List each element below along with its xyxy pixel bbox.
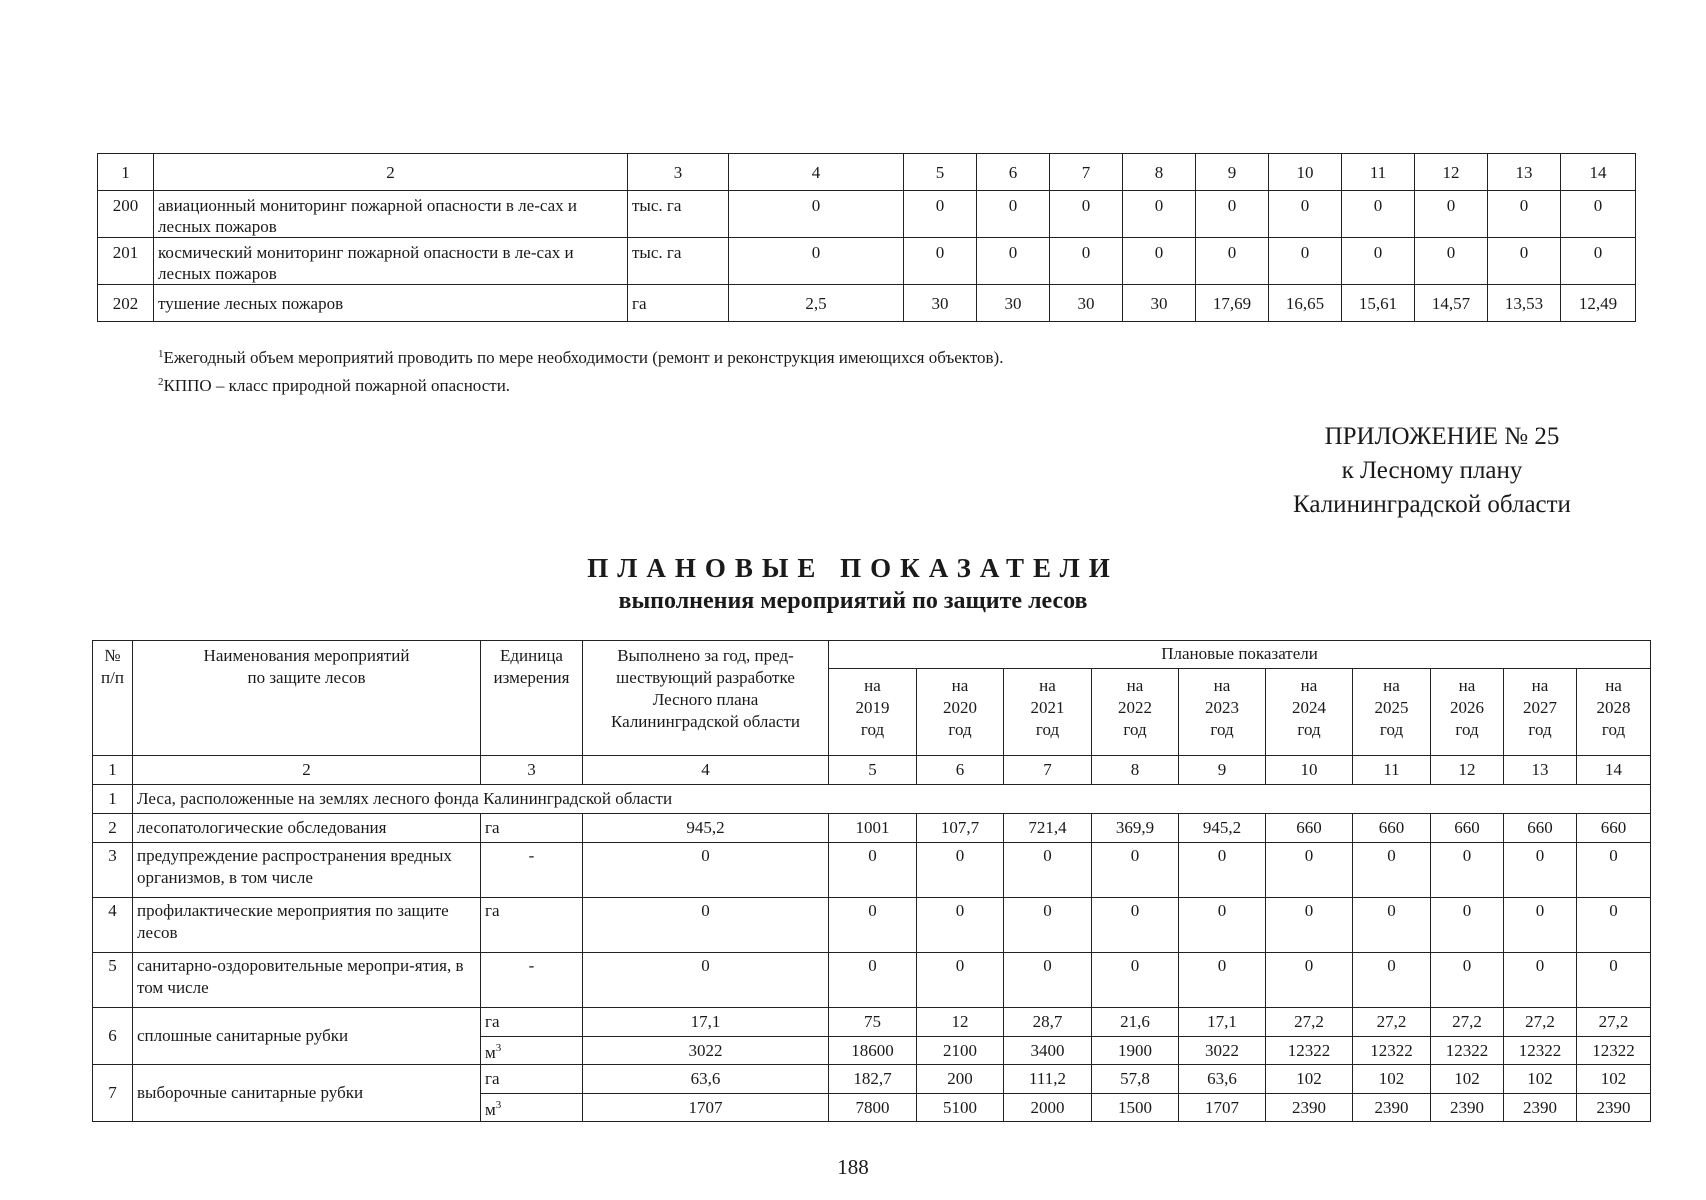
value-cell: 0 — [1269, 238, 1342, 285]
year-header: на 2019 год — [829, 669, 917, 756]
column-number: 6 — [917, 756, 1004, 785]
value-cell: 0 — [829, 953, 917, 1008]
row-number: 5 — [93, 953, 133, 1008]
section-row — [93, 785, 1651, 814]
value-cell: 2100 — [917, 1037, 1004, 1065]
value-cell: 75 — [829, 1008, 917, 1037]
value-cell: 0 — [1342, 238, 1415, 285]
value-cell: 0 — [1504, 898, 1577, 953]
value-cell: 30 — [904, 285, 977, 322]
activity-name: профилактические мероприятия по защите лесов — [133, 898, 481, 953]
year-header: на 2021 год — [1004, 669, 1092, 756]
column-number: 9 — [1196, 154, 1269, 191]
unit: га — [481, 1008, 583, 1037]
column-number: 1 — [98, 154, 154, 191]
value-cell: 0 — [1004, 898, 1092, 953]
activity-name: санитарно-оздоровительные меропри-ятия, в том числе — [133, 953, 481, 1008]
value-cell: 0 — [904, 191, 977, 238]
value-cell: 0 — [729, 238, 904, 285]
value-cell: 0 — [977, 191, 1050, 238]
header-unit: Единица измерения — [481, 641, 583, 756]
column-number: 3 — [481, 756, 583, 785]
value-cell: 13,53 — [1488, 285, 1561, 322]
activity-name: сплошные санитарные рубки — [133, 1008, 481, 1065]
value-cell: 660 — [1353, 814, 1431, 843]
year-header: на 2020 год — [917, 669, 1004, 756]
done-value: 0 — [583, 843, 829, 898]
value-cell: 107,7 — [917, 814, 1004, 843]
header-no: № п/п — [93, 641, 133, 756]
table-row — [93, 1065, 1651, 1094]
value-cell: 0 — [1353, 898, 1431, 953]
unit: га — [481, 1065, 583, 1094]
table-row — [93, 843, 1651, 898]
unit-superscript: 3 — [495, 1042, 502, 1054]
value-cell: 0 — [1266, 898, 1353, 953]
value-cell: 200 — [917, 1065, 1004, 1094]
done-value: 3022 — [583, 1037, 829, 1065]
unit: - — [481, 953, 583, 1008]
value-cell: 0 — [1577, 843, 1651, 898]
value-cell: 102 — [1431, 1065, 1504, 1094]
top-header-row — [98, 154, 1636, 191]
activity-name: космический мониторинг пожарной опасности в ле-сах и лесных пожаров — [154, 238, 628, 285]
column-number: 2 — [154, 154, 628, 191]
unit: $м^3$ — [481, 1094, 583, 1122]
value-cell: 2390 — [1266, 1094, 1353, 1122]
value-cell: 12,49 — [1561, 285, 1636, 322]
value-cell: 21,6 — [1092, 1008, 1179, 1037]
header-name: Наименования мероприятий по защите лесов — [133, 641, 481, 756]
value-cell: 0 — [1050, 191, 1123, 238]
activity-name: предупреждение распространения вредных организмов, в том числе — [133, 843, 481, 898]
column-number: 14 — [1561, 154, 1636, 191]
row-number: 201 — [98, 238, 154, 285]
row-number: 4 — [93, 898, 133, 953]
column-number: 13 — [1504, 756, 1577, 785]
appendix-line3: Калининградской области — [1293, 491, 1571, 518]
column-number: 5 — [904, 154, 977, 191]
title-sub: выполнения мероприятий по защите лесов — [618, 588, 1088, 614]
value-cell: 3400 — [1004, 1037, 1092, 1065]
column-number: 13 — [1488, 154, 1561, 191]
value-cell: 28,7 — [1004, 1008, 1092, 1037]
value-cell: 102 — [1266, 1065, 1353, 1094]
row-number: 202 — [98, 285, 154, 322]
value-cell: 0 — [904, 238, 977, 285]
value-cell: 12322 — [1431, 1037, 1504, 1065]
year-header: на 2024 год — [1266, 669, 1353, 756]
column-number: 12 — [1415, 154, 1488, 191]
value-cell: 0 — [1342, 191, 1415, 238]
activity-name: лесопатологические обследования — [133, 814, 481, 843]
header-row-1 — [93, 641, 1651, 669]
row-number: 6 — [93, 1008, 133, 1065]
column-number: 3 — [628, 154, 729, 191]
done-value: 0 — [583, 953, 829, 1008]
row-number: 7 — [93, 1065, 133, 1122]
column-number: 14 — [1577, 756, 1651, 785]
table-row — [93, 898, 1651, 953]
value-cell: 0 — [1431, 843, 1504, 898]
unit: - — [481, 843, 583, 898]
main-table — [92, 640, 1651, 1122]
value-cell: 0 — [1577, 953, 1651, 1008]
value-cell: 0 — [1092, 843, 1179, 898]
year-header: на 2027 год — [1504, 669, 1577, 756]
value-cell: 15,61 — [1342, 285, 1415, 322]
column-number: 12 — [1431, 756, 1504, 785]
value-cell: 2,5 — [729, 285, 904, 322]
unit: га — [481, 898, 583, 953]
column-number: 10 — [1269, 154, 1342, 191]
value-cell: 1707 — [1179, 1094, 1266, 1122]
appendix-line2: к Лесному плану — [1341, 457, 1523, 484]
value-cell: 5100 — [917, 1094, 1004, 1122]
value-cell: 30 — [1050, 285, 1123, 322]
value-cell: 0 — [917, 953, 1004, 1008]
year-header: на 2025 год — [1353, 669, 1431, 756]
value-cell: 0 — [1092, 898, 1179, 953]
done-value: 17,1 — [583, 1008, 829, 1037]
unit: га — [481, 814, 583, 843]
column-number: 7 — [1004, 756, 1092, 785]
header-plan: Плановые показатели — [829, 641, 1651, 669]
value-cell: 721,4 — [1004, 814, 1092, 843]
value-cell: 0 — [917, 898, 1004, 953]
value-cell: 12322 — [1353, 1037, 1431, 1065]
value-cell: 369,9 — [1092, 814, 1179, 843]
value-cell: 0 — [829, 898, 917, 953]
activity-name: авиационный мониторинг пожарной опасности в ле-сах и лесных пожаров — [154, 191, 628, 238]
activity-name: выборочные санитарные рубки — [133, 1065, 481, 1122]
value-cell: 660 — [1504, 814, 1577, 843]
top-table — [97, 153, 1636, 322]
column-number: 4 — [583, 756, 829, 785]
value-cell: 27,2 — [1504, 1008, 1577, 1037]
column-number: 11 — [1342, 154, 1415, 191]
value-cell: 0 — [1123, 238, 1196, 285]
table-row — [98, 191, 1636, 238]
year-header: на 2023 год — [1179, 669, 1266, 756]
value-cell: 0 — [1179, 953, 1266, 1008]
unit-superscript: 3 — [495, 1099, 502, 1111]
column-number: 8 — [1123, 154, 1196, 191]
value-cell: 0 — [1431, 898, 1504, 953]
table-row — [98, 285, 1636, 322]
value-cell: 2390 — [1431, 1094, 1504, 1122]
value-cell: 0 — [1050, 238, 1123, 285]
value-cell: 0 — [1415, 238, 1488, 285]
value-cell: 0 — [1577, 898, 1651, 953]
value-cell: 30 — [1123, 285, 1196, 322]
value-cell: 0 — [1488, 238, 1561, 285]
value-cell: 17,1 — [1179, 1008, 1266, 1037]
value-cell: 0 — [1123, 191, 1196, 238]
value-cell: 27,2 — [1577, 1008, 1651, 1037]
column-number: 11 — [1353, 756, 1431, 785]
value-cell: 2390 — [1504, 1094, 1577, 1122]
value-cell: 16,65 — [1269, 285, 1342, 322]
value-cell: 111,2 — [1004, 1065, 1092, 1094]
value-cell: 0 — [1353, 843, 1431, 898]
section-label: Леса, расположенные на землях лесного фонда Калининградской области — [133, 785, 1651, 814]
value-cell: 30 — [977, 285, 1050, 322]
value-cell: 0 — [1488, 191, 1561, 238]
row-number: 200 — [98, 191, 154, 238]
done-value: 63,6 — [583, 1065, 829, 1094]
value-cell: 27,2 — [1431, 1008, 1504, 1037]
value-cell: 0 — [1504, 953, 1577, 1008]
section-number: 1 — [93, 785, 133, 814]
column-number: 8 — [1092, 756, 1179, 785]
table-row — [93, 953, 1651, 1008]
column-number: 1 — [93, 756, 133, 785]
header-done: Выполнено за год, пред-шествующий разработке Лесного плана Калининградской области — [583, 641, 829, 756]
value-cell: 12 — [917, 1008, 1004, 1037]
value-cell: 0 — [1415, 191, 1488, 238]
column-number: 4 — [729, 154, 904, 191]
value-cell: 3022 — [1179, 1037, 1266, 1065]
appendix-heading — [1232, 420, 1632, 522]
value-cell: 0 — [1266, 843, 1353, 898]
activity-name: тушение лесных пожаров — [154, 285, 628, 322]
value-cell: 102 — [1577, 1065, 1651, 1094]
footnote-2: $^2$КППО – класс природной пожарной опасности. — [158, 376, 511, 395]
year-header: на 2026 год — [1431, 669, 1504, 756]
value-cell: 12322 — [1266, 1037, 1353, 1065]
column-number: 2 — [133, 756, 481, 785]
done-value: 945,2 — [583, 814, 829, 843]
column-number: 5 — [829, 756, 917, 785]
value-cell: 27,2 — [1266, 1008, 1353, 1037]
value-cell: 0 — [1004, 953, 1092, 1008]
appendix-number: ПРИЛОЖЕНИЕ № 25 — [1324, 423, 1560, 450]
row-number: 2 — [93, 814, 133, 843]
year-header: на 2028 год — [1577, 669, 1651, 756]
value-cell: 7800 — [829, 1094, 917, 1122]
table-row — [93, 814, 1651, 843]
unit: га — [628, 285, 729, 322]
value-cell: 182,7 — [829, 1065, 917, 1094]
value-cell: 0 — [1353, 953, 1431, 1008]
value-cell: 0 — [1266, 953, 1353, 1008]
value-cell: 0 — [1092, 953, 1179, 1008]
value-cell: 1500 — [1092, 1094, 1179, 1122]
value-cell: 0 — [1504, 843, 1577, 898]
value-cell: 660 — [1577, 814, 1651, 843]
title-main: ПЛАНОВЫЕ ПОКАЗАТЕЛИ — [587, 553, 1119, 583]
value-cell: 18600 — [829, 1037, 917, 1065]
value-cell: 1001 — [829, 814, 917, 843]
column-number: 10 — [1266, 756, 1353, 785]
value-cell: 0 — [1196, 238, 1269, 285]
value-cell: 12322 — [1577, 1037, 1651, 1065]
value-cell: 27,2 — [1353, 1008, 1431, 1037]
page-number: 188 — [837, 1155, 869, 1179]
value-cell: 0 — [1269, 191, 1342, 238]
done-value: 0 — [583, 898, 829, 953]
value-cell: 0 — [829, 843, 917, 898]
value-cell: 102 — [1353, 1065, 1431, 1094]
value-cell: 0 — [1196, 191, 1269, 238]
value-cell: 17,69 — [1196, 285, 1269, 322]
unit: тыс. га — [628, 238, 729, 285]
table-row — [93, 1008, 1651, 1037]
value-cell: 14,57 — [1415, 285, 1488, 322]
value-cell: 2390 — [1353, 1094, 1431, 1122]
value-cell: 0 — [977, 238, 1050, 285]
value-cell: 660 — [1431, 814, 1504, 843]
value-cell: 63,6 — [1179, 1065, 1266, 1094]
value-cell: 0 — [1179, 843, 1266, 898]
column-numbers-row — [93, 756, 1651, 785]
value-cell: 0 — [1431, 953, 1504, 1008]
value-cell: 2000 — [1004, 1094, 1092, 1122]
value-cell: 1900 — [1092, 1037, 1179, 1065]
value-cell: 57,8 — [1092, 1065, 1179, 1094]
done-value: 1707 — [583, 1094, 829, 1122]
value-cell: 12322 — [1504, 1037, 1577, 1065]
footnotes — [158, 342, 1003, 398]
footnote-1: $^1$Ежегодный объем мероприятий проводить по мере необходимости (ремонт и реконструкция имеющихся объектов). — [158, 348, 1004, 367]
value-cell: 102 — [1504, 1065, 1577, 1094]
column-number: 6 — [977, 154, 1050, 191]
value-cell: 0 — [917, 843, 1004, 898]
row-number: 3 — [93, 843, 133, 898]
document-title — [0, 551, 1706, 617]
value-cell: 0 — [1561, 238, 1636, 285]
value-cell: 0 — [729, 191, 904, 238]
value-cell: 945,2 — [1179, 814, 1266, 843]
year-header: на 2022 год — [1092, 669, 1179, 756]
value-cell: 0 — [1561, 191, 1636, 238]
column-number: 7 — [1050, 154, 1123, 191]
value-cell: 0 — [1179, 898, 1266, 953]
unit: тыс. га — [628, 191, 729, 238]
value-cell: 0 — [1004, 843, 1092, 898]
column-number: 9 — [1179, 756, 1266, 785]
value-cell: 2390 — [1577, 1094, 1651, 1122]
unit: $м^3$ — [481, 1037, 583, 1065]
table-row — [98, 238, 1636, 285]
value-cell: 660 — [1266, 814, 1353, 843]
